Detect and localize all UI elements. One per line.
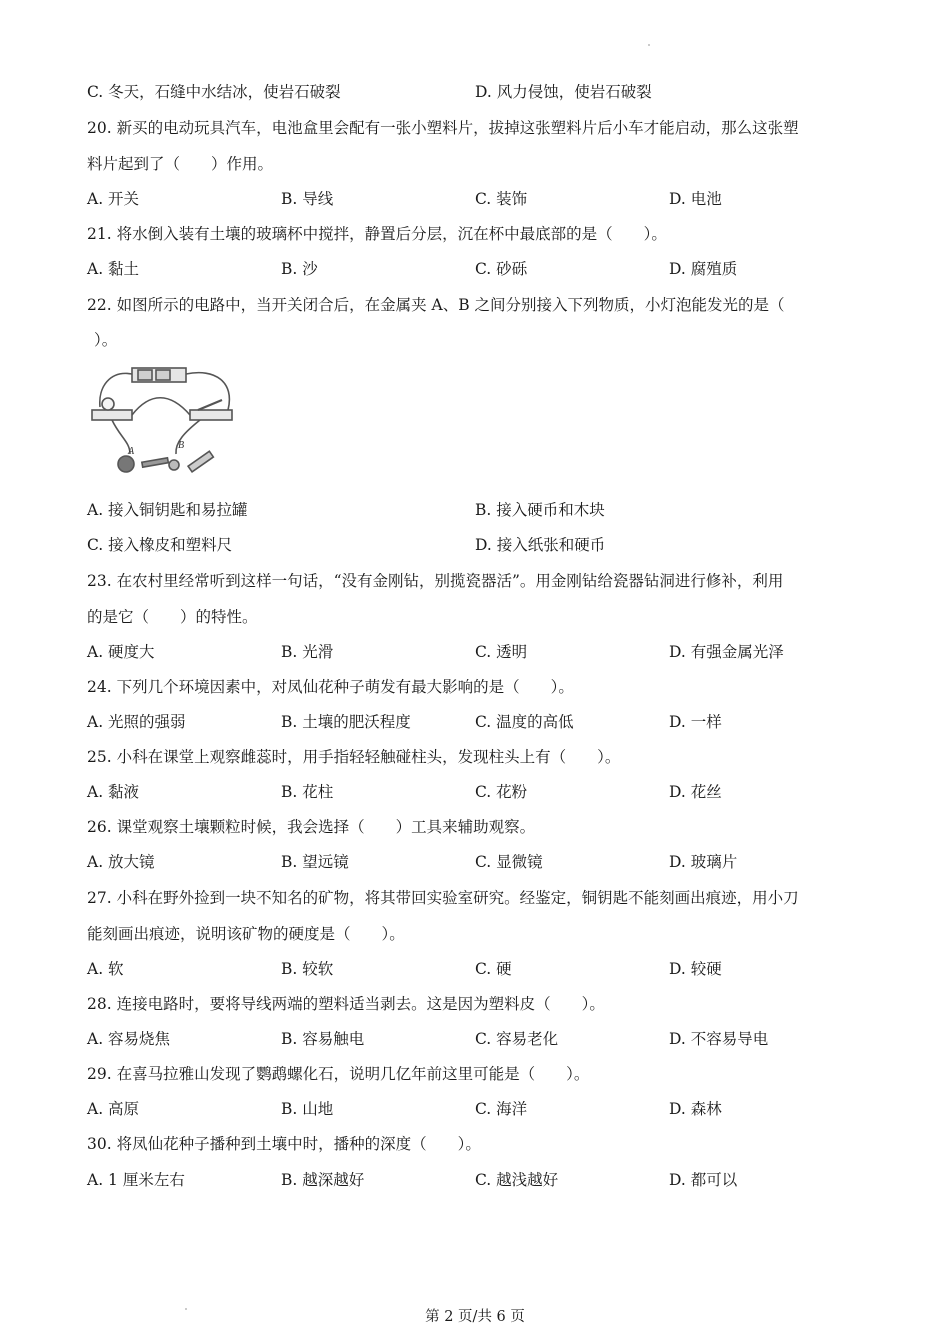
q21-option-a: A. 黏土 [87, 260, 140, 278]
q26-stem: 26. 课堂观察土壤颗粒时候，我会选择（ ）工具来辅助观察。 [87, 818, 536, 836]
q24-option-a: A. 光照的强弱 [87, 713, 186, 731]
q24-option-c: C. 温度的高低 [475, 713, 574, 731]
object-coin-icon [169, 460, 179, 470]
q30-stem: 30. 将凤仙花种子播种到土壤中时，播种的深度（ ）。 [87, 1135, 481, 1153]
q25-stem: 25. 小科在课堂上观察雌蕊时，用手指轻轻触碰柱头，发现柱头上有（ ）。 [87, 748, 621, 766]
q29-stem: 29. 在喜马拉雅山发现了鹦鹉螺化石，说明几亿年前这里可能是（ ）。 [87, 1065, 590, 1083]
q28-option-a: A. 容易烧焦 [87, 1030, 171, 1048]
scan-speck [648, 44, 650, 46]
q25-option-d: D. 花丝 [669, 783, 722, 801]
q21-option-c: C. 砂砾 [475, 260, 528, 278]
q26-option-b: B. 望远镜 [281, 853, 349, 871]
wire-right [186, 373, 229, 410]
q29-option-b: B. 山地 [281, 1100, 334, 1118]
q19-option-c: C. 冬天，石缝中水结冰，使岩石破裂 [87, 83, 341, 101]
q28-option-c: C. 容易老化 [475, 1030, 559, 1048]
bulb-board [92, 410, 132, 420]
q19-option-d: D. 风力侵蚀，使岩石破裂 [475, 83, 652, 101]
q20-stem-line2: 料片起到了（ ）作用。 [87, 155, 274, 173]
q25-option-c: C. 花粉 [475, 783, 528, 801]
q26-option-a: A. 放大镜 [87, 853, 155, 871]
object-key-icon [142, 458, 168, 467]
wire-middle [132, 398, 190, 415]
q20-option-c: C. 装饰 [475, 190, 528, 208]
q28-option-b: B. 容易触电 [281, 1030, 365, 1048]
q26-option-d: D. 玻璃片 [669, 853, 738, 871]
q23-option-b: B. 光滑 [281, 643, 334, 661]
page-number: 第 2 页/共 6 页 [425, 1309, 525, 1325]
q20-option-d: D. 电池 [669, 190, 722, 208]
q21-option-d: D. 腐殖质 [669, 260, 738, 278]
q24-stem: 24. 下列几个环境因素中，对凤仙花种子萌发有最大影响的是（ ）。 [87, 678, 574, 696]
q22-option-a: A. 接入铜钥匙和易拉罐 [87, 501, 248, 519]
clip-label-b: B [178, 440, 185, 451]
object-ruler-icon [188, 451, 213, 472]
q29-option-d: D. 森林 [669, 1100, 722, 1118]
bulb-icon [102, 398, 114, 410]
q20-option-b: B. 导线 [281, 190, 334, 208]
q23-option-a: A. 硬度大 [87, 643, 155, 661]
q23-option-c: C. 透明 [475, 643, 528, 661]
q25-option-b: B. 花柱 [281, 783, 334, 801]
q29-option-c: C. 海洋 [475, 1100, 528, 1118]
q30-option-c: C. 越浅越好 [475, 1171, 559, 1189]
battery-cell [138, 370, 152, 380]
q22-option-d: D. 接入纸张和硬币 [475, 536, 606, 554]
q22-stem-line1: 22. 如图所示的电路中，当开关闭合后，在金属夹 A、B 之间分别接入下列物质，小灯泡能发光的是（ [87, 296, 785, 314]
q24-option-b: B. 土壤的肥沃程度 [281, 713, 411, 731]
q23-stem-line1: 23. 在农村里经常听到这样一句话，“没有金刚钻，别揽瓷器活”。用金刚钻给瓷器钻洞进行修补，利用 [87, 572, 784, 590]
switch-lever-icon [198, 400, 222, 410]
q27-stem-line2: 能刻画出痕迹，说明该矿物的硬度是（ ）。 [87, 925, 405, 943]
q27-option-a: A. 软 [87, 960, 124, 978]
object-can-icon [118, 456, 134, 472]
q23-option-d: D. 有强金属光泽 [669, 643, 784, 661]
q27-option-d: D. 较硬 [669, 960, 722, 978]
q28-option-d: D. 不容易导电 [669, 1030, 769, 1048]
q22-stem-line2: ）。 [94, 331, 118, 349]
clip-label-a: A [128, 446, 135, 457]
q24-option-d: D. 一样 [669, 713, 722, 731]
battery-cell [156, 370, 170, 380]
q21-stem: 21. 将水倒入装有土壤的玻璃杯中搅拌，静置后分层，沉在杯中最底部的是（ ）。 [87, 225, 667, 243]
q30-option-b: B. 越深越好 [281, 1171, 365, 1189]
q27-option-b: B. 较软 [281, 960, 334, 978]
q22-option-b: B. 接入硬币和木块 [475, 501, 605, 519]
switch-board [190, 410, 232, 420]
q27-stem-line1: 27. 小科在野外捡到一块不知名的矿物，将其带回实验室研究。经鉴定，铜钥匙不能刻画出痕迹，用小刀 [87, 889, 799, 907]
q30-option-d: D. 都可以 [669, 1171, 738, 1189]
q28-stem: 28. 连接电路时，要将导线两端的塑料适当剥去。这是因为塑料皮（ ）。 [87, 995, 605, 1013]
q27-option-c: C. 硬 [475, 960, 512, 978]
q22-option-c: C. 接入橡皮和塑料尺 [87, 536, 233, 554]
q23-stem-line2: 的是它（ ）的特性。 [87, 608, 258, 626]
q21-option-b: B. 沙 [281, 260, 318, 278]
circuit-figure [90, 362, 250, 480]
q26-option-c: C. 显微镜 [475, 853, 543, 871]
q25-option-a: A. 黏液 [87, 783, 140, 801]
q20-option-a: A. 开关 [87, 190, 140, 208]
q20-stem-line1: 20. 新买的电动玩具汽车，电池盒里会配有一张小塑料片，拔掉这张塑料片后小车才能启动，那么这张塑 [87, 119, 799, 137]
q29-option-a: A. 高原 [87, 1100, 140, 1118]
q30-option-a: A. 1 厘米左右 [87, 1171, 185, 1189]
circuit-diagram [90, 362, 250, 480]
